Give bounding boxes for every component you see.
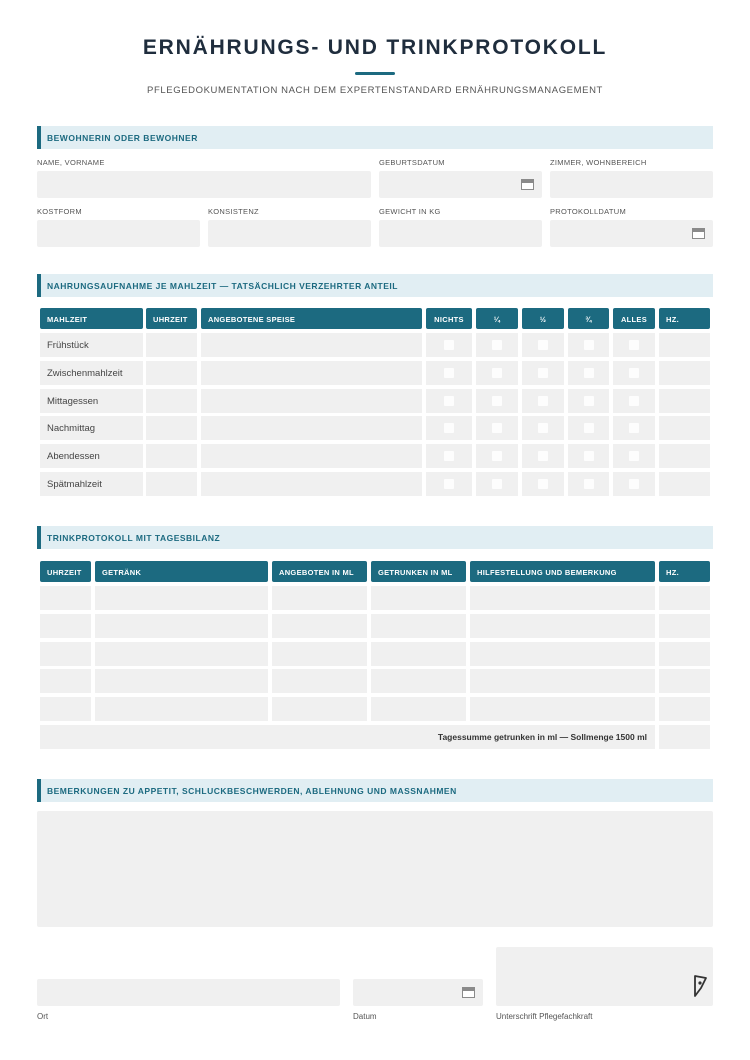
- initials-cell[interactable]: [659, 444, 710, 468]
- drink-initials-cell[interactable]: [659, 697, 710, 721]
- checkbox[interactable]: [444, 340, 454, 350]
- drink-time-cell[interactable]: [40, 614, 91, 638]
- quarter-cell[interactable]: [476, 333, 518, 357]
- diet-field[interactable]: [37, 220, 200, 247]
- place-field[interactable]: [37, 979, 340, 1006]
- three-quarter-cell[interactable]: [568, 333, 609, 357]
- meal-label: Spätmahlzeit: [47, 479, 102, 490]
- page-subtitle: PFLEGEDOKUMENTATION NACH DEM EXPERTENSTANDARD ERNÄHRUNGSMANAGEMENT: [147, 85, 603, 96]
- offered-food-cell[interactable]: [201, 444, 422, 468]
- drink-initials-cell[interactable]: [659, 614, 710, 638]
- drink-initials-cell[interactable]: [659, 586, 710, 610]
- quarter-cell[interactable]: [476, 444, 518, 468]
- checkbox[interactable]: [492, 423, 502, 433]
- half-cell[interactable]: [522, 472, 564, 496]
- name-field[interactable]: [37, 171, 371, 198]
- checkbox[interactable]: [492, 368, 502, 378]
- drunk-ml-cell[interactable]: [371, 642, 466, 666]
- drunk-ml-cell[interactable]: [371, 669, 466, 693]
- col-drunk-ml: GETRUNKEN IN ML: [371, 561, 466, 582]
- drink-time-cell[interactable]: [40, 586, 91, 610]
- checkbox[interactable]: [492, 479, 502, 489]
- checkbox[interactable]: [584, 479, 594, 489]
- drink-cell[interactable]: [95, 697, 268, 721]
- meal-name-cell: [40, 333, 143, 357]
- section-title: BEMERKUNGEN ZU APPETIT, SCHLUCKBESCHWERDEN, ABLEHNUNG UND MASSNAHMEN: [47, 786, 457, 796]
- three-quarter-cell[interactable]: [568, 389, 609, 413]
- assistance-cell[interactable]: [470, 614, 655, 638]
- half-cell[interactable]: [522, 416, 564, 440]
- checkbox[interactable]: [584, 340, 594, 350]
- section-remarks-header: [37, 779, 713, 802]
- offered-food-cell[interactable]: [201, 361, 422, 385]
- checkbox[interactable]: [444, 396, 454, 406]
- half-cell[interactable]: [522, 389, 564, 413]
- col-none: NICHTS: [426, 308, 472, 329]
- none-cell[interactable]: [426, 444, 472, 468]
- checkbox[interactable]: [629, 396, 639, 406]
- protocol-date-field[interactable]: [550, 220, 713, 247]
- checkbox[interactable]: [444, 423, 454, 433]
- meal-label: Zwischenmahlzeit: [47, 368, 123, 379]
- checkbox[interactable]: [629, 451, 639, 461]
- three-quarter-cell[interactable]: [568, 444, 609, 468]
- checkbox[interactable]: [629, 368, 639, 378]
- checkbox[interactable]: [444, 451, 454, 461]
- drink-time-cell[interactable]: [40, 669, 91, 693]
- consistency-field[interactable]: [208, 220, 371, 247]
- col-drink: GETRÄNK: [95, 561, 268, 582]
- time-cell[interactable]: [146, 416, 197, 440]
- offered-food-cell[interactable]: [201, 416, 422, 440]
- checkbox[interactable]: [584, 368, 594, 378]
- assistance-cell[interactable]: [470, 669, 655, 693]
- col-initials: HZ.: [659, 308, 710, 329]
- drink-time-cell[interactable]: [40, 642, 91, 666]
- birthdate-label: GEBURTSDATUM: [379, 158, 445, 167]
- room-label: ZIMMER, WOHNBEREICH: [550, 158, 647, 167]
- offered-ml-cell[interactable]: [272, 669, 367, 693]
- place-label: Ort: [37, 1012, 49, 1021]
- drink-cell[interactable]: [95, 614, 268, 638]
- meal-name-cell: [40, 416, 143, 440]
- checkbox[interactable]: [538, 340, 548, 350]
- signature-label: Unterschrift Pflegefachkraft: [496, 1012, 593, 1021]
- time-cell[interactable]: [146, 361, 197, 385]
- drink-cell[interactable]: [95, 586, 268, 610]
- drunk-ml-cell[interactable]: [371, 697, 466, 721]
- none-cell[interactable]: [426, 389, 472, 413]
- calendar-icon[interactable]: [521, 179, 534, 190]
- page-title: ERNÄHRUNGS- UND TRINKPROTOKOLL: [142, 36, 608, 59]
- none-cell[interactable]: [426, 472, 472, 496]
- col-offered-ml: ANGEBOTEN IN ML: [272, 561, 367, 582]
- all-cell[interactable]: [613, 472, 655, 496]
- drink-cell[interactable]: [95, 642, 268, 666]
- initials-cell[interactable]: [659, 361, 710, 385]
- drink-initials-cell[interactable]: [659, 669, 710, 693]
- col-offered-food: ANGEBOTENE SPEISE: [201, 308, 422, 329]
- three-quarter-cell[interactable]: [568, 361, 609, 385]
- checkbox[interactable]: [629, 479, 639, 489]
- checkbox[interactable]: [584, 451, 594, 461]
- time-cell[interactable]: [146, 333, 197, 357]
- drink-cell[interactable]: [95, 669, 268, 693]
- quarter-cell[interactable]: [476, 389, 518, 413]
- checkbox[interactable]: [538, 451, 548, 461]
- meal-name-cell: [40, 472, 143, 496]
- checkbox[interactable]: [629, 340, 639, 350]
- time-cell[interactable]: [146, 444, 197, 468]
- offered-food-cell[interactable]: [201, 333, 422, 357]
- checkbox[interactable]: [538, 396, 548, 406]
- checkbox[interactable]: [492, 396, 502, 406]
- time-cell[interactable]: [146, 472, 197, 496]
- meal-label: Mittagessen: [47, 396, 99, 407]
- col-all: ALLES: [613, 308, 655, 329]
- protocol-date-label: PROTOKOLLDATUM: [550, 207, 627, 216]
- col-drink-initials: HZ.: [659, 561, 710, 582]
- initials-cell[interactable]: [659, 472, 710, 496]
- title-underline: [355, 72, 395, 75]
- checkbox[interactable]: [444, 479, 454, 489]
- section-meals-header: [37, 274, 713, 297]
- checkbox[interactable]: [584, 423, 594, 433]
- meal-label: Abendessen: [47, 451, 100, 462]
- section-title: TRINKPROTOKOLL MIT TAGESBILANZ: [47, 533, 221, 543]
- meal-name-cell: [40, 444, 143, 468]
- quarter-cell[interactable]: [476, 416, 518, 440]
- pen-nib-icon: [692, 974, 708, 998]
- all-cell[interactable]: [613, 361, 655, 385]
- col-time: UHRZEIT: [146, 308, 197, 329]
- half-cell[interactable]: [522, 333, 564, 357]
- remarks-textarea[interactable]: [37, 811, 713, 927]
- quarter-cell[interactable]: [476, 361, 518, 385]
- meal-label: Frühstück: [47, 340, 89, 351]
- date-field[interactable]: [353, 979, 483, 1006]
- checkbox[interactable]: [444, 368, 454, 378]
- section-drinks-header: [37, 526, 713, 549]
- meal-label: Nachmittag: [47, 423, 96, 434]
- offered-food-cell[interactable]: [201, 389, 422, 413]
- col-meal: MAHLZEIT: [40, 308, 143, 329]
- diet-label: KOSTFORM: [37, 207, 82, 216]
- initials-cell[interactable]: [659, 333, 710, 357]
- drink-initials-cell[interactable]: [659, 642, 710, 666]
- name-label: NAME, VORNAME: [37, 158, 105, 167]
- offered-ml-cell[interactable]: [272, 614, 367, 638]
- none-cell[interactable]: [426, 416, 472, 440]
- assistance-cell[interactable]: [470, 642, 655, 666]
- half-cell[interactable]: [522, 361, 564, 385]
- weight-field[interactable]: [379, 220, 542, 247]
- col-assistance: HILFESTELLUNG UND BEMERKUNG: [470, 561, 655, 582]
- initials-cell[interactable]: [659, 416, 710, 440]
- three-quarter-cell[interactable]: [568, 472, 609, 496]
- offered-food-cell[interactable]: [201, 472, 422, 496]
- checkbox[interactable]: [492, 451, 502, 461]
- assistance-cell[interactable]: [470, 697, 655, 721]
- birthdate-field[interactable]: [379, 171, 542, 198]
- checkbox[interactable]: [492, 340, 502, 350]
- section-resident-header: [37, 126, 713, 149]
- room-field[interactable]: [550, 171, 713, 198]
- all-cell[interactable]: [613, 389, 655, 413]
- quarter-cell[interactable]: [476, 472, 518, 496]
- drunk-ml-cell[interactable]: [371, 586, 466, 610]
- date-label: Datum: [353, 1012, 377, 1021]
- calendar-icon[interactable]: [692, 228, 705, 239]
- checkbox[interactable]: [629, 423, 639, 433]
- weight-label: GEWICHT IN KG: [379, 207, 441, 216]
- checkbox[interactable]: [584, 396, 594, 406]
- three-quarter-cell[interactable]: [568, 416, 609, 440]
- drunk-ml-cell[interactable]: [371, 614, 466, 638]
- daily-total-label: Tagessumme getrunken in ml — Sollmenge 1500 ml: [437, 732, 647, 742]
- daily-total-field[interactable]: [659, 725, 710, 749]
- assistance-cell[interactable]: [470, 586, 655, 610]
- daily-total-label-cell: [40, 725, 655, 749]
- time-cell[interactable]: [146, 389, 197, 413]
- calendar-icon[interactable]: [462, 987, 475, 998]
- all-cell[interactable]: [613, 416, 655, 440]
- meal-name-cell: [40, 389, 143, 413]
- none-cell[interactable]: [426, 333, 472, 357]
- drink-time-cell[interactable]: [40, 697, 91, 721]
- section-title: NAHRUNGSAUFNAHME JE MAHLZEIT — TATSÄCHLICH VERZEHRTER ANTEIL: [47, 281, 398, 291]
- all-cell[interactable]: [613, 333, 655, 357]
- half-cell[interactable]: [522, 444, 564, 468]
- checkbox[interactable]: [538, 368, 548, 378]
- col-drink-time: UHRZEIT: [40, 561, 91, 582]
- offered-ml-cell[interactable]: [272, 697, 367, 721]
- offered-ml-cell[interactable]: [272, 642, 367, 666]
- col-quarter: ¼: [476, 308, 518, 329]
- section-title: BEWOHNERIN ODER BEWOHNER: [47, 133, 198, 143]
- none-cell[interactable]: [426, 361, 472, 385]
- initials-cell[interactable]: [659, 389, 710, 413]
- checkbox[interactable]: [538, 423, 548, 433]
- offered-ml-cell[interactable]: [272, 586, 367, 610]
- col-half: ½: [522, 308, 564, 329]
- consistency-label: KONSISTENZ: [208, 207, 259, 216]
- checkbox[interactable]: [538, 479, 548, 489]
- all-cell[interactable]: [613, 444, 655, 468]
- col-three-quarter: ¾: [568, 308, 609, 329]
- signature-field[interactable]: [496, 947, 713, 1006]
- meal-name-cell: [40, 361, 143, 385]
